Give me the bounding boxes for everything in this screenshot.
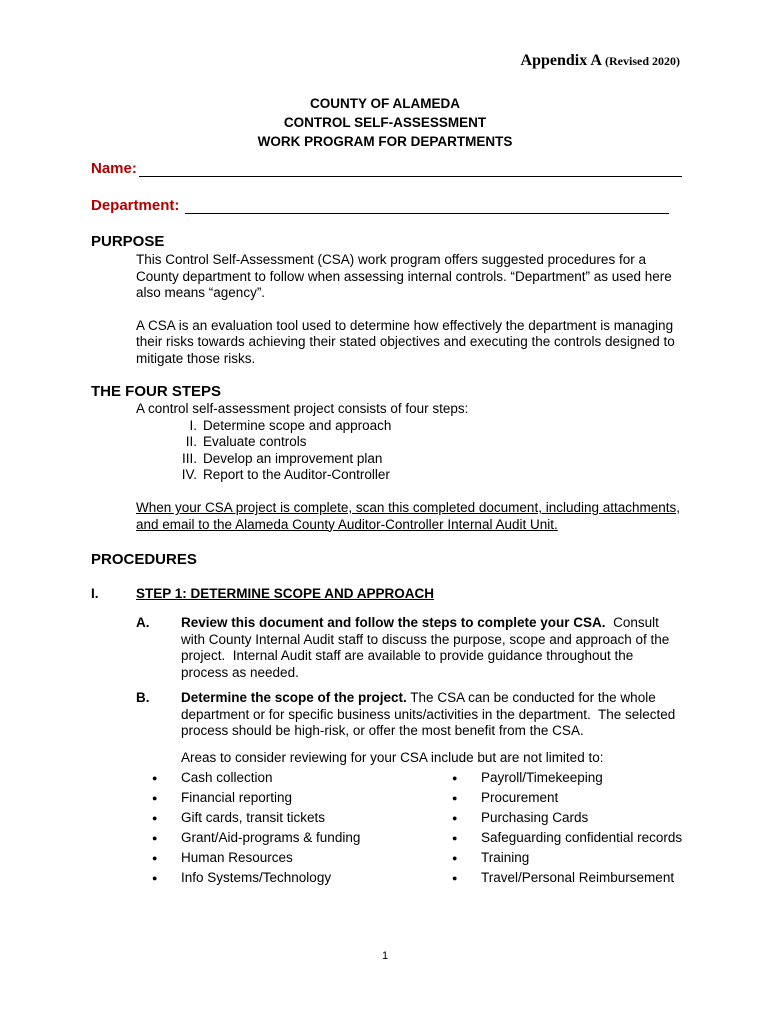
item-a-lead: Review this document and follow the steps to complete your CSA. xyxy=(181,615,606,630)
purpose-heading: PURPOSE xyxy=(91,233,165,250)
bullet-icon: ● xyxy=(152,853,158,863)
bullet-icon: ● xyxy=(152,773,158,783)
name-label: Name: xyxy=(91,160,137,177)
item-a-letter: A. xyxy=(136,615,150,630)
list-item: ● Financial reporting xyxy=(136,788,436,808)
step1-item-a xyxy=(136,615,681,681)
header-line-program: WORK PROGRAM FOR DEPARTMENTS xyxy=(257,134,513,149)
item-b-text: The CSA can be conducted for the whole department or for specific business units/activities in the department. The selected process should be high-risk, or offer the most benefit from the CSA. xyxy=(181,690,680,738)
revision-note: (Revised 2020) xyxy=(605,54,680,68)
four-steps-list xyxy=(136,401,468,484)
bullet-icon: ● xyxy=(152,813,158,823)
bullet-icon: ● xyxy=(452,813,458,823)
step1-heading xyxy=(91,586,434,601)
list-item: ● Payroll/Timekeeping xyxy=(436,768,756,788)
list-item: ● Info Systems/Technology xyxy=(136,868,436,888)
step1-title: STEP 1: DETERMINE SCOPE AND APPROACH xyxy=(136,586,435,601)
bullet-icon: ● xyxy=(452,873,458,883)
page-number: 1 xyxy=(381,950,389,962)
four-steps-heading: THE FOUR STEPS xyxy=(91,383,222,400)
list-item: ● Training xyxy=(436,848,756,868)
step1-roman: I. xyxy=(91,586,99,601)
areas-list-left xyxy=(136,768,436,888)
name-field[interactable] xyxy=(91,160,682,177)
areas-list-right xyxy=(436,768,756,888)
procedures-heading: PROCEDURES xyxy=(91,551,197,568)
purpose-paragraph-1: This Control Self-Assessment (CSA) work program offers suggested procedures for a County department to follow when assessing internal controls. “Department” as used here also means “agency”. xyxy=(136,252,672,300)
bullet-icon: ● xyxy=(152,793,158,803)
bullet-icon: ● xyxy=(452,793,458,803)
name-input-line[interactable] xyxy=(139,162,682,177)
four-steps-intro: A control self-assessment project consists of four steps: xyxy=(136,401,469,416)
completion-notice: When your CSA project is complete, scan this completed document, including attachments, and email to the Alameda County Auditor-Controller Internal Audit Unit. xyxy=(136,500,681,532)
bullet-icon: ● xyxy=(152,833,158,843)
step1-item-b xyxy=(136,690,681,740)
list-item: ● Travel/Personal Reimbursement xyxy=(436,868,756,888)
document-header xyxy=(0,94,770,151)
list-item: ● Grant/Aid-programs & funding xyxy=(136,828,436,848)
list-item: ● Gift cards, transit tickets xyxy=(136,808,436,828)
appendix-label: Appendix A (Revised 2020) xyxy=(520,52,680,69)
step-item: IV. Report to the Auditor-Controller xyxy=(181,467,390,482)
header-line-county: COUNTY OF ALAMEDA xyxy=(310,96,460,111)
step-item: III. Develop an improvement plan xyxy=(181,450,383,466)
purpose-body xyxy=(136,252,676,367)
step-item: II. Evaluate controls xyxy=(185,434,307,449)
list-item: ● Human Resources xyxy=(136,848,436,868)
purpose-paragraph-2: A CSA is an evaluation tool used to determine how effectively the department is managing their risks towards achieving their stated objectives and executing the controls designed to mitigate those risks. xyxy=(136,317,675,366)
department-label: Department: xyxy=(91,197,180,214)
department-input-line[interactable] xyxy=(185,199,669,214)
list-item: ● Safeguarding confidential records xyxy=(436,828,756,848)
item-b-lead: Determine the scope of the project. xyxy=(181,690,407,705)
header-line-csa: CONTROL SELF-ASSESSMENT xyxy=(283,115,487,130)
list-item: ● Procurement xyxy=(436,788,756,808)
bullet-icon: ● xyxy=(152,873,158,883)
list-item: ● Cash collection xyxy=(136,768,436,788)
bullet-icon: ● xyxy=(452,833,458,843)
list-item: ● Purchasing Cards xyxy=(436,808,756,828)
department-field[interactable] xyxy=(91,197,669,214)
areas-intro: Areas to consider reviewing for your CSA include but are not limited to: xyxy=(181,750,604,765)
step-item: I. Determine scope and approach xyxy=(189,417,392,433)
item-b-letter: B. xyxy=(136,690,150,705)
item-a-text: Consult with County Internal Audit staff to discuss the purpose, scope and approach of the project. Internal Audit staff are available to provide guidance throughout the process as needed. xyxy=(181,615,674,680)
bullet-icon: ● xyxy=(452,853,458,863)
bullet-icon: ● xyxy=(452,773,458,783)
